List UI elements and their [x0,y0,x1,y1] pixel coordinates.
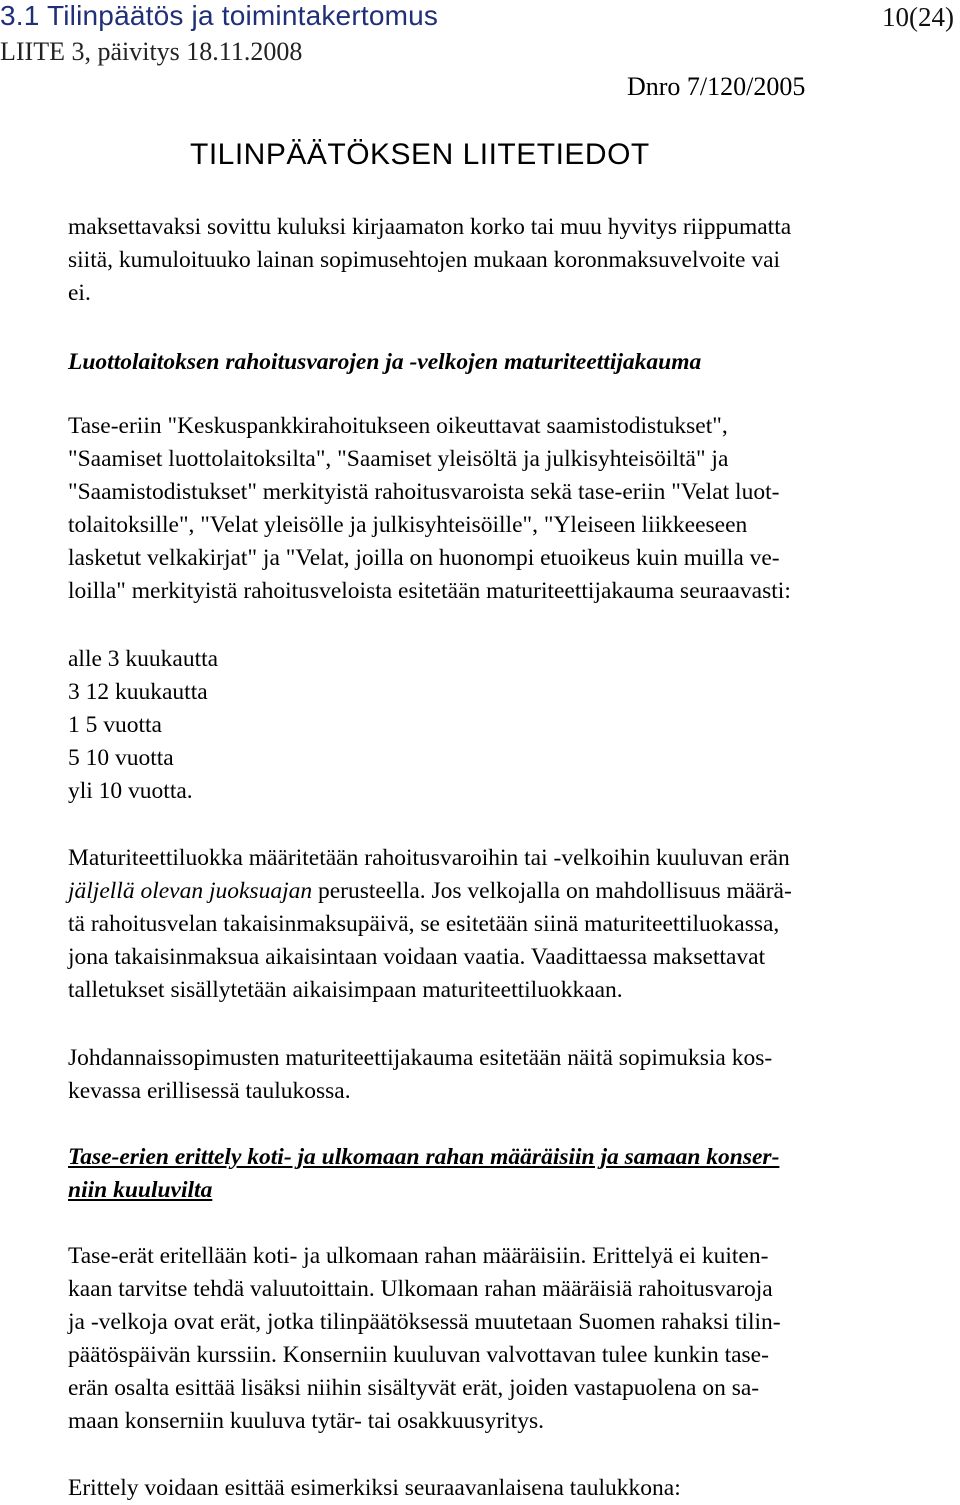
text-line: lasketut velkakirjat" ja "Velat, joilla on huonompi etuoikeus kuin muilla ve- [68,545,780,571]
text-line: maan konserniin kuuluva tytär- tai osakkuusyritys. [68,1408,544,1434]
text-line [68,875,960,908]
text-line: "Saamiset luottolaitoksilta", "Saamiset yleisöltä ja julkisyhteisöiltä" ja [68,446,729,472]
text-line: päätöspäivän kurssiin. Konserniin kuuluvan valvottavan tulee kunkin tase- [68,1342,769,1368]
list-item: 1 5 vuotta [68,712,162,738]
text-line: tä rahoitusvelan takaisinmaksupäivä, se esitetään siinä maturiteettiluokassa, [68,911,780,937]
text-line: Johdannaissopimusten maturiteettijakauma esitetään näitä sopimuksia kos- [68,1045,773,1071]
text-line: ei. [68,280,91,306]
page-number: 10(24) [882,2,954,32]
text-line: Tase-eriin "Keskuspankkirahoitukseen oikeuttavat saamistodistukset", [68,413,728,439]
text-line: talletukset sisällytetään aikaisimpaan maturiteettiluokkaan. [68,977,623,1003]
text-line: tolaitoksille", "Velat yleisölle ja julkisyhteisöille", "Yleiseen liikkeeseen [68,512,748,538]
list-item: 5 10 vuotta [68,745,174,771]
text-fragment: perusteella. Jos velkojalla on mahdollisuus määrä- [312,878,792,904]
currency-paragraph [68,1240,960,1438]
header-subtitle: LIITE 3, päivitys 18.11.2008 [0,37,303,66]
list-item: alle 3 kuukautta [68,646,219,672]
text-line: siitä, kumuloituuko lainan sopimusehtojen mukaan koronmaksuvelvoite vai [68,247,781,273]
text-line: kaan tarvitse tehdä valuutoittain. Ulkomaan rahan määräisiä rahoitusvaroja [68,1276,773,1302]
heading-line: Tase-erien erittely koti- ja ulkomaan rahan määräisiin ja samaan konser- [68,1144,780,1170]
header-title: 3.1 Tilinpäätös ja toimintakertomus [0,0,439,31]
section-heading [68,1141,960,1207]
heading-line: niin kuuluvilta [68,1177,213,1203]
text-line: "Saamistodistukset" merkityistä rahoitusvaroista sekä tase-eriin "Velat luot- [68,479,780,505]
derivatives-paragraph [68,1042,960,1108]
text-line: loilla" merkityistä rahoitusveloista esitetään maturiteettijakauma seuraavasti: [68,578,791,604]
text-line: Tase-erät eritellään koti- ja ulkomaan rahan määräisiin. Erittelyä ei kuiten- [68,1243,769,1269]
page-title: TILINPÄÄTÖKSEN LIITETIEDOT [190,138,650,171]
text-line: jona takaisinmaksua aikaisintaan voidaan vaatia. Vaadittaessa maksettavat [68,944,766,970]
maturity-class-paragraph [68,842,960,1007]
section-heading-maturity [68,346,960,379]
text-line: kevassa erillisessä taulukossa. [68,1078,351,1104]
text-line: Maturiteettiluokka määritetään rahoitusvaroihin tai -velkoihin kuuluvan erän [68,845,790,871]
list-item: yli 10 vuotta. [68,778,193,804]
text-line: maksettavaksi sovittu kuluksi kirjaamaton korko tai muu hyvitys riippumatta [68,214,792,240]
section-heading: Luottolaitoksen rahoitusvarojen ja -velkojen maturiteettijakauma [68,349,702,375]
section-heading-currency [68,1141,960,1207]
emphasis-text: jäljellä olevan juoksuajan [68,878,313,904]
text-line: ja -velkoja ovat erät, jotka tilinpäätöksessä muutetaan Suomen rahaksi tilin- [68,1309,781,1335]
list-item: 3 12 kuukautta [68,679,208,705]
maturity-paragraph [68,410,960,608]
maturity-list [68,643,960,808]
text-line: Erittely voidaan esittää esimerkiksi seuraavanlaisena taulukkona: [68,1475,681,1501]
text-line: erän osalta esittää lisäksi niihin sisältyvät erät, joiden vastapuolena on sa- [68,1375,760,1401]
document-number: Dnro 7/120/2005 [627,72,806,101]
intro-paragraph [68,211,960,310]
closing-paragraph [68,1472,960,1505]
